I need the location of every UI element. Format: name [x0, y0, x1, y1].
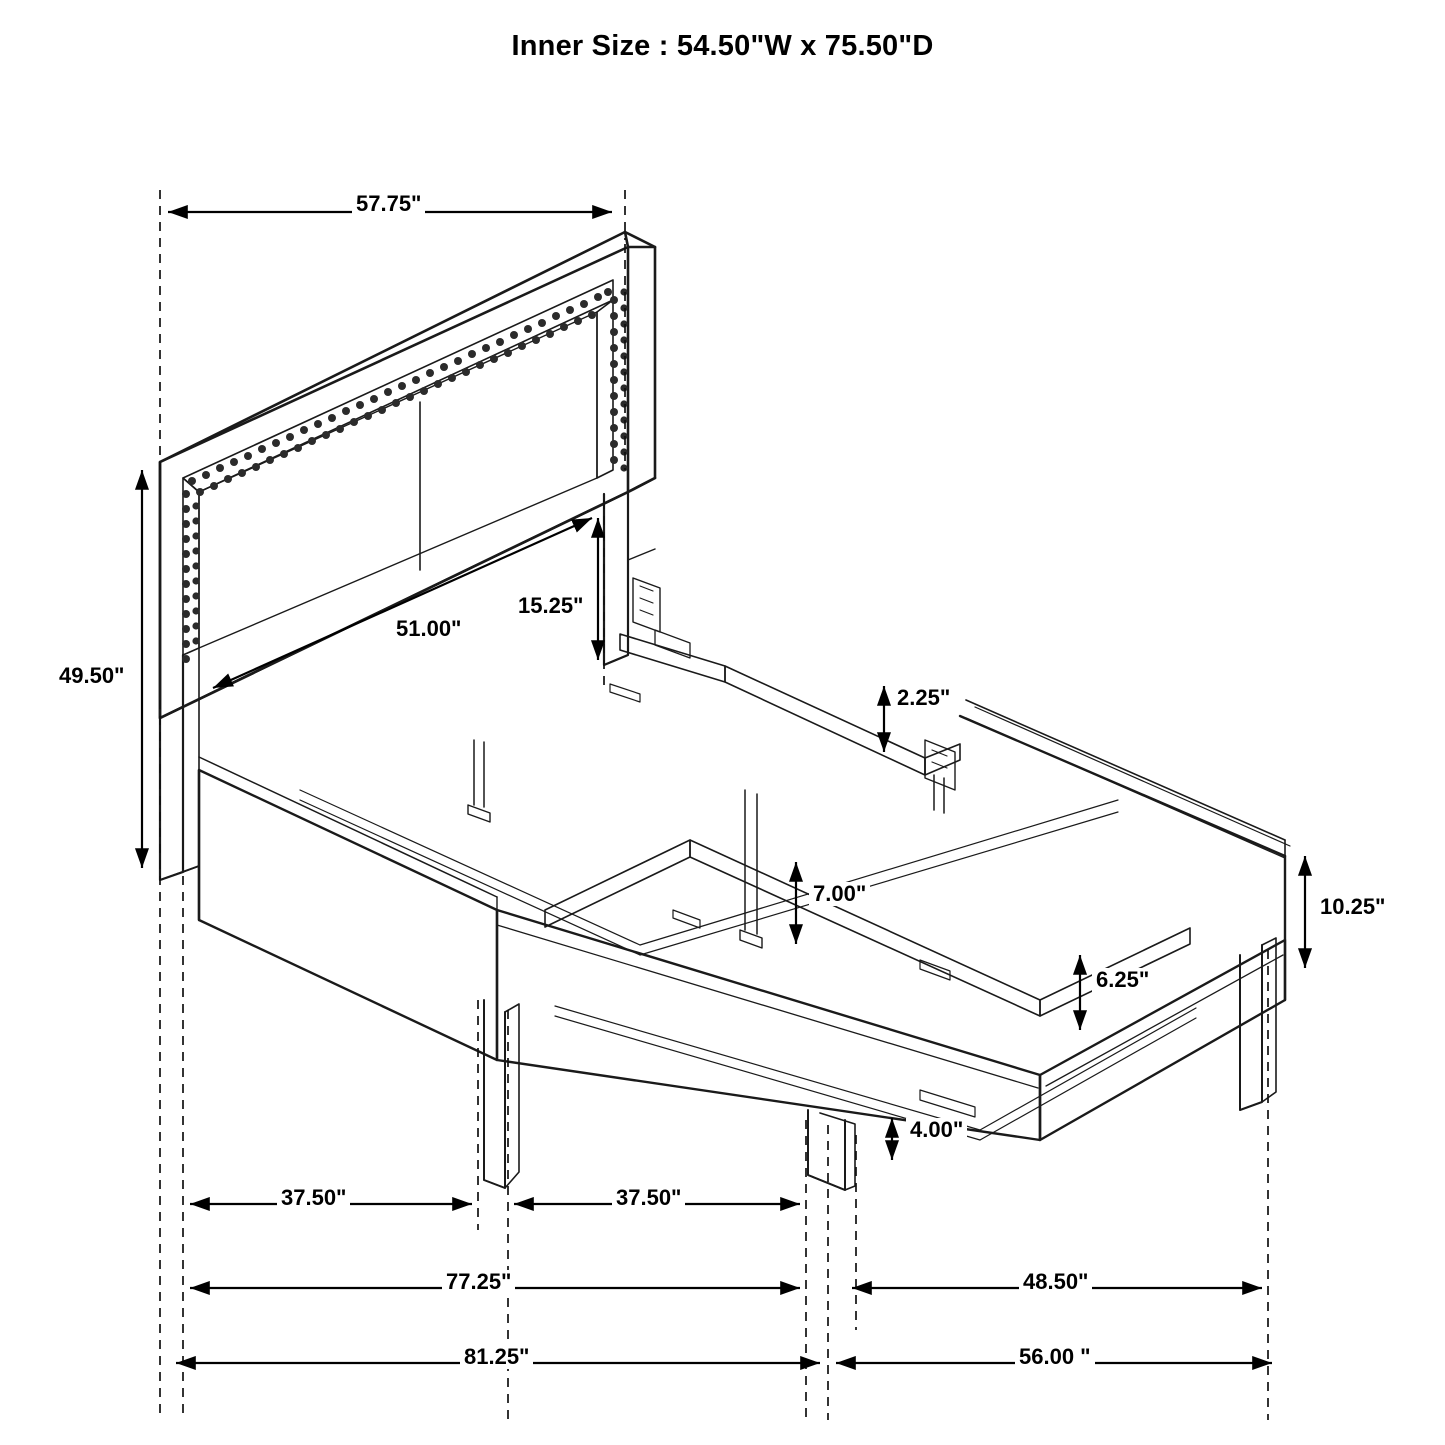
dim-inner-width: 48.50" — [1019, 1270, 1092, 1294]
dim-leg-height: 4.00" — [906, 1118, 967, 1142]
dim-inner-length: 77.25" — [442, 1270, 515, 1294]
dim-headboard-panel-height: 51.00" — [392, 617, 465, 641]
dim-slat-clearance: 7.00" — [809, 882, 870, 906]
dim-overall-length: 81.25" — [460, 1345, 533, 1369]
dim-headboard-width: 57.75" — [352, 192, 425, 216]
page-title: Inner Size : 54.50"W x 75.50"D — [511, 30, 934, 62]
dim-overall-width: 56.00 " — [1015, 1345, 1095, 1369]
dim-half-length-left: 37.50" — [277, 1186, 350, 1210]
dim-footboard-rail: 6.25" — [1092, 968, 1153, 992]
dim-headboard-above-rail: 15.25" — [514, 594, 587, 618]
dim-side-rail-height: 10.25" — [1316, 895, 1389, 919]
dim-half-length-right: 37.50" — [612, 1186, 685, 1210]
dim-rail-offset: 2.25" — [893, 686, 954, 710]
dim-overall-height: 49.50" — [55, 664, 128, 688]
